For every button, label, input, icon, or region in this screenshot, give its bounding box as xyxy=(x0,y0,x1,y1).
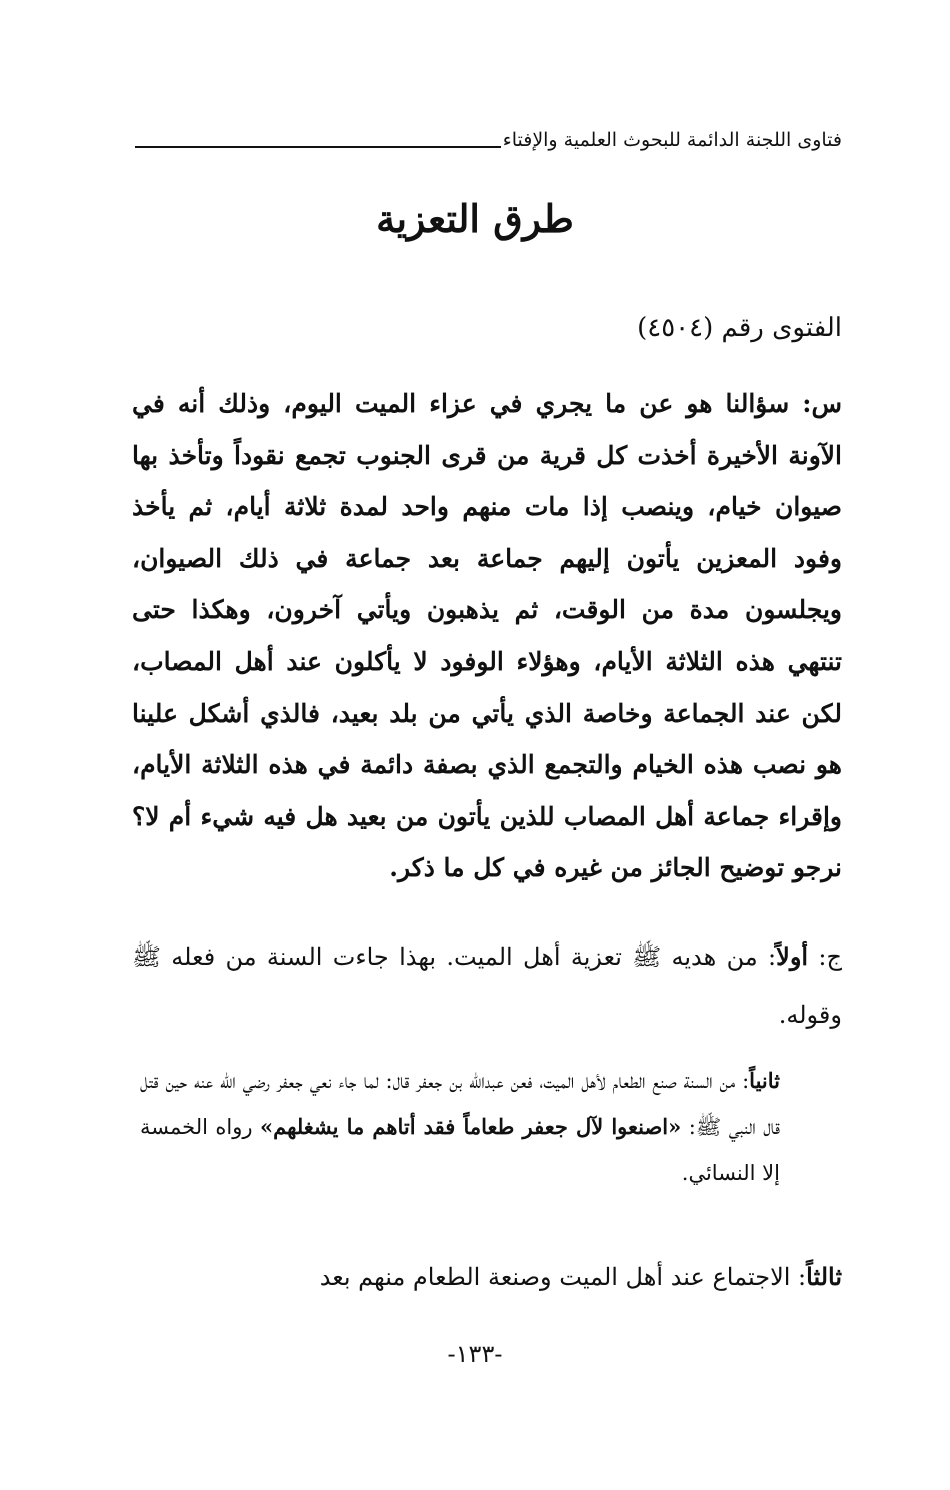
answer-paragraph xyxy=(132,928,842,1044)
header-rule xyxy=(135,146,501,148)
hadith-quote: «اصنعوا لآل جعفر طعاماً فقد أتاهم ما يشغلهم» xyxy=(260,1114,682,1139)
answer-prefix: ج: xyxy=(808,943,843,971)
running-header xyxy=(135,118,842,154)
hadith-source: رواه الخمسة إلا النسائي. xyxy=(140,1115,780,1185)
second-point-label: ثانياً xyxy=(749,1068,780,1093)
third-point-paragraph xyxy=(132,1254,842,1300)
answer-first-point-text: : من هديه ﷺ تعزية أهل الميت. بهذا جاءت السنة من فعله ﷺ وقوله. xyxy=(132,943,842,1029)
fatwa-number: الفتوى رقم (٤٥٠٤) xyxy=(637,313,842,343)
third-point-label: ثالثاً xyxy=(806,1262,842,1291)
answer-first-point-label: أولاً xyxy=(776,942,809,971)
page-number: -١٣٣- xyxy=(447,1340,503,1368)
third-point-text: : الاجتماع عند أهل الميت وصنعة الطعام منهم بعد xyxy=(319,1263,807,1291)
running-header-title: فتاوى اللجنة الدائمة للبحوث العلمية والإفتاء xyxy=(502,129,842,151)
question-paragraph: س: سؤالنا هو عن ما يجري في عزاء الميت اليوم، وذلك أنه في الآونة الأخيرة أخذت كل قرية من قرى الجنوب تجمع نقوداً وتأخذ بها صيوان خيام، وينصب إذا مات منهم واحد لمدة ثلاثة أيام، ثم يأخذ وفود المعزين يأتون إليهم جماعة بعد جماعة في ذلك الصيوان، ويجلسون مدة من الوقت، ثم يذهبون ويأتي آخرون، وهكذا حتى تنتهي هذه الثلاثة الأيام، وهؤلاء الوفود لا يأكلون عند أهل المصاب، لكن عند الجماعة وخاصة الذي يأتي من بلد بعيد، فالذي أشكل علينا هو نصب هذه الخيام والتجمع الذي بصفة دائمة في هذه الثلاثة الأيام، وإقراء جماعة أهل المصاب للذين يأتون من بعيد هل فيه شيء أم لا؟ نرجو توضيح الجائز من غيره في كل ما ذكر. xyxy=(132,389,842,883)
page-title: طرق التعزية xyxy=(376,196,574,241)
second-point-text: : من السنة صنع الطعام لأهل الميت، فعن عبدالله بن جعفر قال: لما جاء نعي جعفر رضي الله عنه حين قتل قال النبي ﷺ: xyxy=(140,1069,781,1139)
second-point-paragraph xyxy=(140,1058,780,1196)
